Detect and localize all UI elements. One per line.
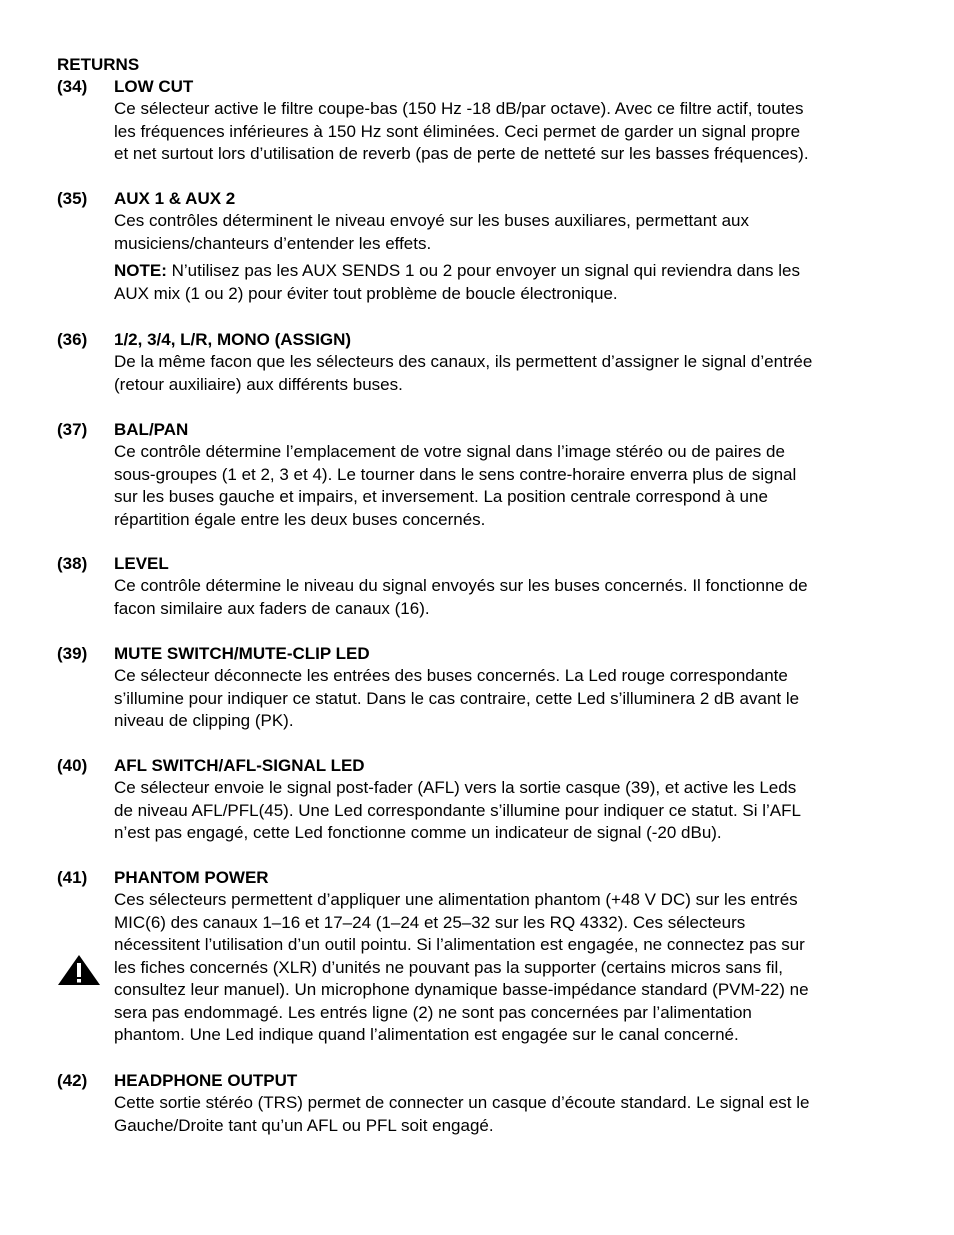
text-line: Cette sortie stéréo (TRS) permet de connecter un casque d’écoute standard. Le signal est le [114, 1093, 810, 1112]
text-line: Ce sélecteur active le filtre coupe-bas (150 Hz -18 dB/par octave). Avec ce filtre actif, toutes [114, 99, 804, 118]
item-text [114, 98, 896, 166]
item-body [114, 329, 896, 396]
item-text [114, 1092, 896, 1137]
item-text [114, 351, 896, 396]
item-number: (34) [57, 77, 88, 96]
item-text [114, 210, 896, 255]
text-line: N’utilisez pas les AUX SENDS 1 ou 2 pour envoyer un signal qui reviendra dans les [166, 261, 801, 280]
item-heading: MUTE SWITCH/MUTE-CLIP LED [114, 644, 370, 663]
text-line: Ces contrôles déterminent le niveau envoyé sur les buses auxiliares, permettant aux [114, 211, 750, 230]
text-line: nécessitent l’utilisation d’un outil pointu. Si l’alimentation est engagée, ne connectez pas sur [114, 935, 805, 954]
text-line: Gauche/Droite tant qu’un AFL ou PFL soit engagé. [114, 1115, 494, 1135]
item-heading: LOW CUT [114, 77, 194, 96]
item-body [114, 76, 896, 166]
text-line: consultez leur manuel). Un microphone dynamique basse-impédance standard (PVM-22) ne [114, 980, 809, 999]
item-body [114, 755, 896, 845]
text-line: (retour auxiliaire) aux différents buses. [114, 374, 403, 394]
text-line: Ce contrôle détermine le niveau du signal envoyés sur les buses concernés. Il fonctionne de [114, 576, 808, 595]
text-line: sera pas endommagé. Les entrés ligne (2) ne sont pas concernées par l’alimentation [114, 1002, 752, 1022]
text-line: facon similaire aux faders de canaux (16). [114, 598, 430, 618]
text-line: musiciens/chanteurs d’entender les effets. [114, 233, 432, 253]
item-heading: LEVEL [114, 554, 169, 573]
item-body [114, 553, 896, 620]
text-line: les fiches concernés (XLR) d’unités ne pouvant pas la supporter (certains micros sans fil, [114, 957, 783, 977]
item-number: (41) [57, 868, 88, 887]
text-line: De la même facon que les sélecteurs des canaux, ils permettent d’assigner le signal d’entrée [114, 352, 813, 371]
item-heading: BAL/PAN [114, 420, 189, 439]
text-line: répartition égale entre les deux buses concernés. [114, 509, 486, 529]
item-number: (38) [57, 554, 88, 573]
text-line: Ce contrôle détermine l’emplacement de votre signal dans l’image stéréo ou de paires de [114, 442, 785, 461]
text-line: Ce sélecteur déconnecte les entrées des buses concernés. La Led rouge correspondante [114, 666, 788, 685]
item-body [114, 419, 896, 531]
item-text [114, 665, 896, 733]
text-line: Ce sélecteur envoie le signal post-fader (AFL) vers la sortie casque (39), et active les Leds [114, 778, 797, 797]
text-line: et net surtout lors d’utilisation de reverb (pas de perte de netteté sur les basses fréquences). [114, 144, 809, 163]
item-body [114, 188, 896, 305]
text-line: n’est pas engagé, cette Led fonctionne comme un indicateur de signal (-20 dBu). [114, 823, 722, 842]
item-heading: AUX 1 & AUX 2 [114, 189, 236, 208]
text-line: sur les buses gauche et impairs, et inversement. La position centrale correspond à une [114, 487, 768, 506]
item-note [114, 260, 896, 305]
item-body [114, 1070, 896, 1137]
item-text [114, 575, 896, 620]
note-label: NOTE: [114, 261, 167, 280]
item-number: (35) [57, 189, 88, 208]
warning-triangle-icon [57, 954, 101, 986]
item-heading: PHANTOM POWER [114, 868, 269, 887]
item-number: (36) [57, 330, 88, 349]
text-line: sous-groupes (1 et 2, 3 et 4). Le tourner dans le sens contre-horaire enverra plus de signal [114, 464, 797, 484]
item-number: (37) [57, 420, 88, 439]
item-text [114, 889, 896, 1047]
text-line: les fréquences inférieures à 150 Hz sont éliminées. Ceci permet de garder un signal propre [114, 121, 801, 141]
item-number: (42) [57, 1071, 88, 1090]
item-number: (39) [57, 644, 88, 663]
section-title-returns: RETURNS [57, 55, 140, 74]
item-number: (40) [57, 756, 88, 775]
item-body [114, 867, 896, 1047]
text-line: phantom. Une Led indique quand l’alimentation est engagée sur le canal concerné. [114, 1025, 739, 1044]
item-text [114, 777, 896, 845]
text-line: s’illumine pour indiquer ce statut. Dans le cas contraire, cette Led s’illuminera 2 dB avant le [114, 688, 800, 708]
item-heading: 1/2, 3/4, L/R, MONO (ASSIGN) [114, 330, 352, 349]
text-line: de niveau AFL/PFL(45). Une Led correspondante s’illumine pour indiquer ce statut. Si l’AFL [114, 800, 801, 820]
item-body [114, 643, 896, 733]
item-heading: HEADPHONE OUTPUT [114, 1071, 298, 1090]
text-line: AUX mix (1 ou 2) pour éviter tout problème de boucle électronique. [114, 283, 618, 303]
text-line: Ces sélecteurs permettent d’appliquer une alimentation phantom (+48 V DC) sur les entrés [114, 890, 798, 909]
item-heading: AFL SWITCH/AFL-SIGNAL LED [114, 756, 365, 775]
text-line: niveau de clipping (PK). [114, 711, 294, 730]
text-line: MIC(6) des canaux 1–16 et 17–24 (1–24 et 25–32 sur les RQ 4332). Ces sélecteurs [114, 912, 746, 932]
item-text [114, 441, 896, 531]
